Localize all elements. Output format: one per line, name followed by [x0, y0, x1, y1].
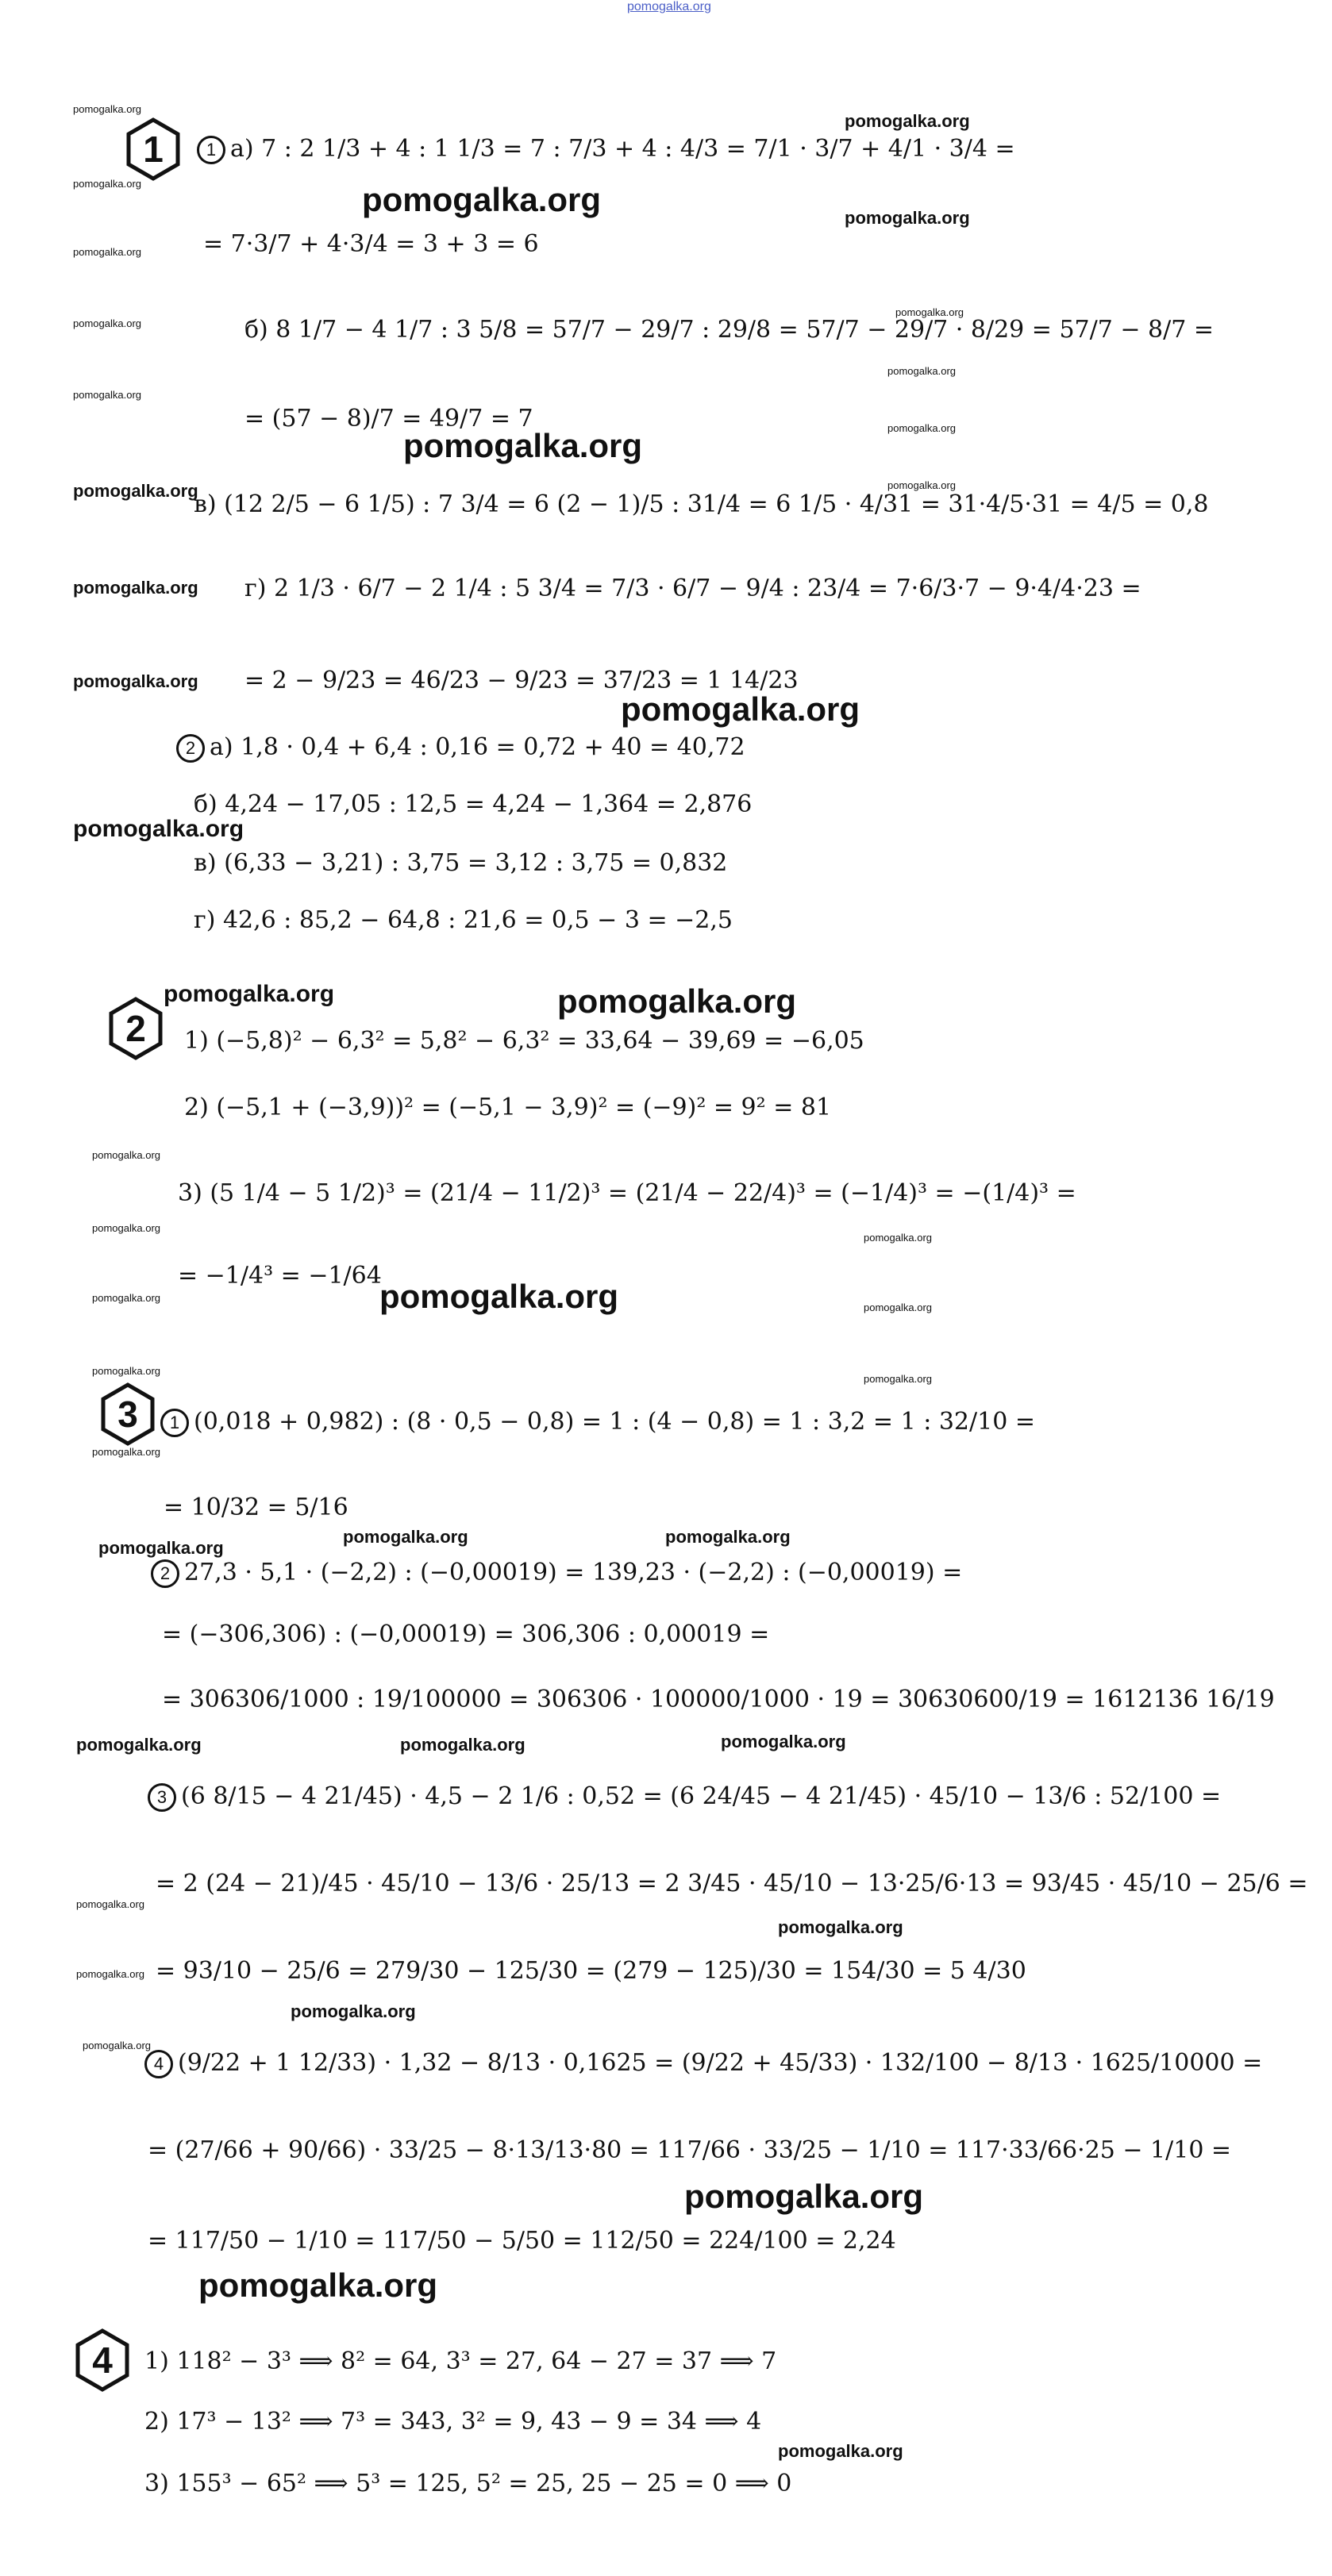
s3-p4-line2: = (27/66 + 90/66) · 33/25 − 8·13/13·80 = 117/66 · 33/25 − 1/10 = 117·33/66·25 − 1/10 = — [148, 2136, 1232, 2164]
section-1-number: 1 — [143, 129, 164, 170]
watermark: pomogalka.org — [400, 1735, 525, 1755]
watermark: pomogalka.org — [887, 479, 956, 491]
watermark: pomogalka.org — [73, 481, 198, 501]
expr: 27,3 · 5,1 · (−2,2) : (−0,00019) = 139,23 · (−2,2) : (−0,00019) = — [184, 1559, 963, 1586]
section-3-badge — [100, 1382, 156, 1446]
watermark: pomogalka.org — [684, 2178, 924, 2215]
s2-line1: 1) (−5,8)² − 6,3² = 5,8² − 6,3² = 33,64 − 39,69 = −6,05 — [184, 1027, 864, 1055]
s3-p2-line1 — [151, 1557, 962, 1589]
circle-number-1: 1 — [160, 1409, 189, 1437]
s1-v-line1: в) (12 2/5 − 6 1/5) : 7 3/4 = 6 (2 − 1)/5 : 31/4 = 6 1/5 · 4/31 = 31·4/5·31 = 4/5 = 0,8 — [194, 490, 1209, 518]
s3-p1-line1 — [160, 1406, 1035, 1438]
s1-b-line2: = (57 − 8)/7 = 49/7 = 7 — [244, 405, 533, 433]
s1-p2-v: в) (6,33 − 3,21) : 3,75 = 3,12 : 3,75 = 0,832 — [194, 849, 728, 877]
watermark: pomogalka.org — [73, 178, 141, 190]
watermark: pomogalka.org — [76, 1735, 202, 1755]
watermark: pomogalka.org — [73, 816, 244, 842]
watermark: pomogalka.org — [845, 208, 970, 228]
watermark: pomogalka.org — [864, 1373, 932, 1385]
watermark: pomogalka.org — [164, 981, 335, 1007]
s2-line2: 2) (−5,1 + (−3,9))² = (−5,1 − 3,9)² = (−9)² = 9² = 81 — [184, 1094, 832, 1121]
watermark: pomogalka.org — [343, 1527, 468, 1547]
watermark: pomogalka.org — [198, 2266, 438, 2304]
circle-number-1: 1 — [197, 136, 225, 164]
s1-g-line1: г) 2 1/3 · 6/7 − 2 1/4 : 5 3/4 = 7/3 · 6/7 − 9/4 : 23/4 = 7·6/3·7 − 9·4/4·23 = — [244, 575, 1141, 602]
circle-number-2: 2 — [176, 734, 205, 763]
watermark: pomogalka.org — [403, 427, 643, 464]
circle-number-3: 3 — [148, 1783, 176, 1812]
section-3-number: 3 — [117, 1394, 138, 1435]
watermark: pomogalka.org — [83, 2040, 151, 2051]
s1-a-line1 — [197, 133, 1015, 165]
s2-line4: = −1/4³ = −1/64 — [178, 1262, 382, 1290]
watermark: pomogalka.org — [98, 1538, 224, 1558]
s2-line3: 3) (5 1/4 − 5 1/2)³ = (21/4 − 11/2)³ = (21/4 − 22/4)³ = (−1/4)³ = −(1/4)³ = — [178, 1179, 1076, 1207]
watermark: pomogalka.org — [887, 422, 956, 434]
s3-p3-line3: = 93/10 − 25/6 = 279/30 − 125/30 = (279 − 125)/30 = 154/30 = 5 4/30 — [156, 1957, 1026, 1985]
s3-p2-line3: = 306306/1000 : 19/100000 = 306306 · 100000/1000 · 19 = 30630600/19 = 1612136 16/19 — [162, 1686, 1275, 1713]
watermark: pomogalka.org — [864, 1232, 932, 1244]
s4-line3: 3) 155³ − 65² ⟹ 5³ = 125, 5² = 25, 25 − 25 = 0 ⟹ 0 — [144, 2470, 792, 2497]
watermark: pomogalka.org — [73, 317, 141, 329]
s1-a-line2: = 7·3/7 + 4·3/4 = 3 + 3 = 6 — [203, 230, 539, 258]
watermark: pomogalka.org — [73, 389, 141, 401]
watermark: pomogalka.org — [778, 1917, 903, 1937]
s1-p2-g: г) 42,6 : 85,2 − 64,8 : 21,6 = 0,5 − 3 = −2,5 — [194, 906, 733, 934]
section-4-number: 4 — [92, 2340, 113, 2381]
s3-p2-line2: = (−306,306) : (−0,00019) = 306,306 : 0,00019 = — [162, 1621, 770, 1648]
s4-line1: 1) 118² − 3³ ⟹ 8² = 64, 3³ = 27, 64 − 27 = 37 ⟹ 7 — [144, 2347, 777, 2375]
watermark: pomogalka.org — [76, 1898, 144, 1910]
watermark: pomogalka.org — [92, 1446, 160, 1458]
expr: а) 1,8 · 0,4 + 6,4 : 0,16 = 0,72 + 40 = 40,72 — [210, 733, 745, 761]
watermark: pomogalka.org — [73, 103, 141, 115]
watermark: pomogalka.org — [73, 246, 141, 258]
watermark: pomogalka.org — [92, 1149, 160, 1161]
section-4-badge — [75, 2328, 130, 2392]
watermark: pomogalka.org — [778, 2441, 903, 2461]
site-link[interactable]: pomogalka.org — [627, 0, 711, 13]
watermark: pomogalka.org — [362, 181, 602, 218]
s3-p3-line1 — [148, 1781, 1221, 1813]
s3-p4-line1 — [144, 2047, 1262, 2079]
s1-b-line1: б) 8 1/7 − 4 1/7 : 3 5/8 = 57/7 − 29/7 : 29/8 = 57/7 − 29/7 · 8/29 = 57/7 − 8/7 = — [244, 316, 1214, 344]
expr: (0,018 + 0,982) : (8 · 0,5 − 0,8) = 1 : (4 − 0,8) = 1 : 3,2 = 1 : 32/10 = — [194, 1408, 1035, 1436]
section-2-badge — [108, 997, 164, 1060]
section-1-badge — [125, 117, 181, 181]
watermark: pomogalka.org — [721, 1732, 846, 1751]
s4-line2: 2) 17³ − 13² ⟹ 7³ = 343, 3² = 9, 43 − 9 = 34 ⟹ 4 — [144, 2408, 762, 2436]
watermark: pomogalka.org — [665, 1527, 791, 1547]
watermark: pomogalka.org — [557, 982, 797, 1020]
s3-p4-line3: = 117/50 − 1/10 = 117/50 − 5/50 = 112/50 = 224/100 = 2,24 — [148, 2227, 896, 2255]
watermark: pomogalka.org — [92, 1222, 160, 1234]
section-2-number: 2 — [125, 1008, 146, 1049]
circle-number-4: 4 — [144, 2050, 173, 2078]
watermark: pomogalka.org — [379, 1278, 619, 1315]
circle-number-2: 2 — [151, 1559, 179, 1588]
watermark: pomogalka.org — [895, 306, 964, 318]
s3-p3-line2: = 2 (24 − 21)/45 · 45/10 − 13/6 · 25/13 = 2 3/45 · 45/10 − 13·25/6·13 = 93/45 · 45/10 − 25/6 = — [156, 1870, 1308, 1897]
watermark: pomogalka.org — [621, 690, 860, 728]
watermark: pomogalka.org — [76, 1968, 144, 1980]
watermark: pomogalka.org — [887, 365, 956, 377]
watermark: pomogalka.org — [864, 1301, 932, 1313]
watermark: pomogalka.org — [73, 671, 198, 691]
expr: (9/22 + 1 12/33) · 1,32 − 8/13 · 0,1625 = (9/22 + 45/33) · 132/100 − 8/13 · 1625/10000 = — [178, 2049, 1263, 2077]
watermark: pomogalka.org — [92, 1292, 160, 1304]
expr: (6 8/15 − 4 21/45) · 4,5 − 2 1/6 : 0,52 = (6 24/45 − 4 21/45) · 45/10 − 13/6 : 52/100 = — [181, 1782, 1222, 1810]
s1-g-line2: = 2 − 9/23 = 46/23 − 9/23 = 37/23 = 1 14/23 — [244, 667, 799, 694]
s1-p2-a — [176, 732, 745, 763]
watermark: pomogalka.org — [73, 578, 198, 598]
s1-p2-b: б) 4,24 − 17,05 : 12,5 = 4,24 − 1,364 = 2,876 — [194, 790, 753, 818]
s3-p1-line2: = 10/32 = 5/16 — [164, 1494, 348, 1521]
watermark: pomogalka.org — [92, 1365, 160, 1377]
watermark: pomogalka.org — [845, 111, 970, 131]
expr: а) 7 : 2 1/3 + 4 : 1 1/3 = 7 : 7/3 + 4 : 4/3 = 7/1 · 3/7 + 4/1 · 3/4 = — [230, 135, 1015, 163]
watermark: pomogalka.org — [291, 2001, 416, 2021]
